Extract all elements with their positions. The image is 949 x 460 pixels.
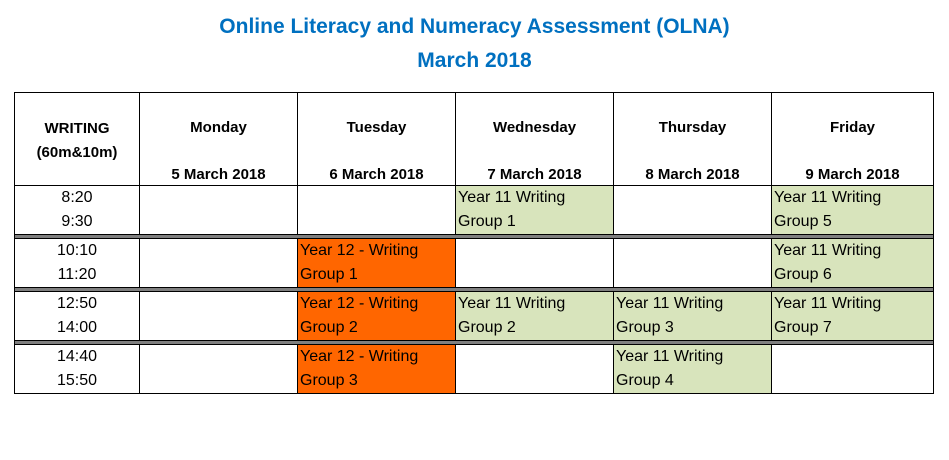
session-title: Year 12 - Writing (300, 242, 419, 259)
session-title: Year 12 - Writing (300, 295, 419, 312)
session-cell (298, 292, 456, 341)
schedule-table (14, 92, 934, 394)
session-group: Group 1 (300, 266, 358, 283)
empty-cell (298, 186, 456, 235)
session-group: Group 3 (300, 372, 358, 389)
time-slot-row (15, 239, 934, 288)
session-group: Group 4 (616, 372, 674, 389)
session-group: Group 5 (774, 213, 832, 230)
session-cell (614, 345, 772, 394)
duration-label: (60m&10m) (36, 144, 118, 161)
session-group: Group 2 (458, 319, 516, 336)
start-time: 10:10 (56, 242, 98, 259)
day-name: Tuesday (346, 119, 407, 136)
time-cell (15, 345, 140, 394)
end-time: 15:50 (56, 372, 98, 389)
header-row (15, 93, 934, 186)
empty-cell (140, 239, 298, 288)
session-title: Year 11 Writing (616, 348, 724, 365)
empty-cell (614, 186, 772, 235)
session-title: Year 11 Writing (616, 295, 724, 312)
start-time: 14:40 (56, 348, 98, 365)
empty-cell (140, 186, 298, 235)
day-header-wednesday (456, 93, 614, 186)
day-date: 6 March 2018 (329, 166, 424, 183)
session-title: Year 11 Writing (774, 189, 882, 206)
session-group: Group 2 (300, 319, 358, 336)
time-cell (15, 186, 140, 235)
page-subtitle: March 2018 (417, 49, 532, 72)
end-time: 11:20 (57, 266, 97, 283)
day-name: Wednesday (492, 119, 577, 136)
day-name: Monday (190, 119, 247, 136)
corner-header (15, 93, 140, 186)
session-title: Year 11 Writing (774, 295, 882, 312)
day-date: 7 March 2018 (487, 166, 582, 183)
day-date: 5 March 2018 (171, 166, 266, 183)
session-group: Group 1 (458, 213, 516, 230)
end-time: 9:30 (61, 213, 93, 230)
empty-cell (614, 239, 772, 288)
empty-cell (140, 345, 298, 394)
session-group: Group 6 (774, 266, 832, 283)
start-time: 12:50 (56, 295, 98, 312)
session-title: Year 12 - Writing (300, 348, 419, 365)
session-title: Year 11 Writing (458, 295, 566, 312)
day-header-thursday (614, 93, 772, 186)
empty-cell (456, 239, 614, 288)
session-cell (772, 186, 934, 235)
empty-cell (140, 292, 298, 341)
session-group: Group 7 (774, 319, 832, 336)
session-cell (298, 345, 456, 394)
session-title: Year 11 Writing (458, 189, 566, 206)
session-title: Year 11 Writing (774, 242, 882, 259)
day-date: 8 March 2018 (645, 166, 740, 183)
time-cell (15, 239, 140, 288)
session-cell (456, 292, 614, 341)
day-name: Thursday (658, 119, 727, 136)
session-cell (772, 292, 934, 341)
session-cell (614, 292, 772, 341)
day-name: Friday (829, 119, 875, 136)
time-slot-row (15, 292, 934, 341)
time-slot-row (15, 345, 934, 394)
day-header-monday (140, 93, 298, 186)
writing-label: WRITING (44, 120, 110, 137)
time-slot-row (15, 186, 934, 235)
session-cell (456, 186, 614, 235)
session-group: Group 3 (616, 319, 674, 336)
end-time: 14:00 (56, 319, 98, 336)
empty-cell (456, 345, 614, 394)
day-date: 9 March 2018 (805, 166, 900, 183)
start-time: 8:20 (61, 189, 93, 206)
empty-cell (772, 345, 934, 394)
day-header-friday (772, 93, 934, 186)
session-cell (298, 239, 456, 288)
day-header-tuesday (298, 93, 456, 186)
time-cell (15, 292, 140, 341)
page-title: Online Literacy and Numeracy Assessment (OLNA) (219, 15, 730, 38)
session-cell (772, 239, 934, 288)
